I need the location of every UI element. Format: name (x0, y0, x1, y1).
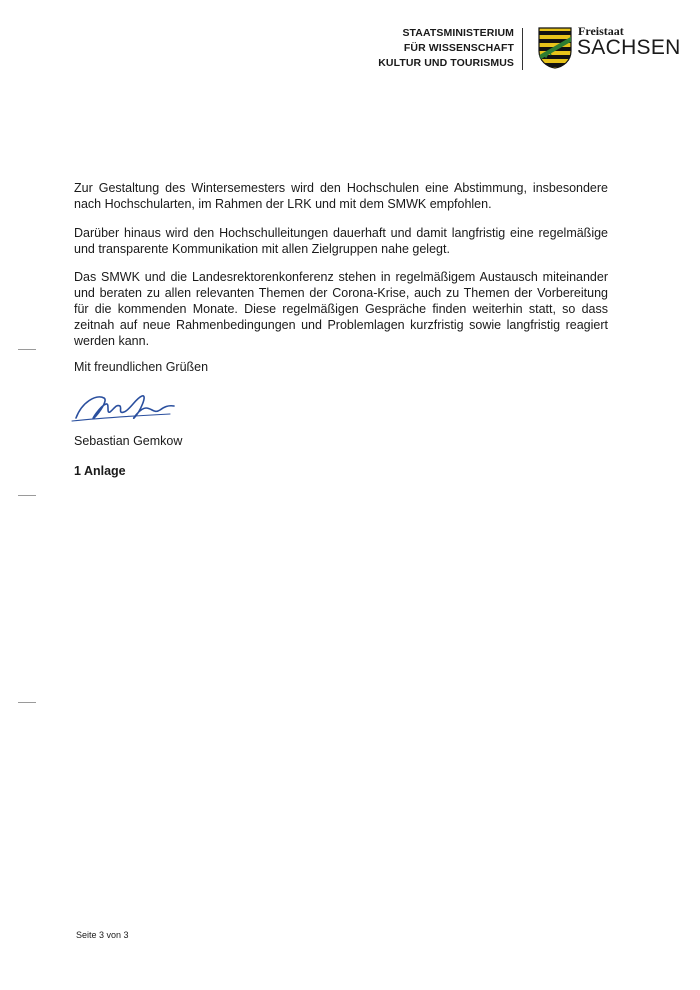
fold-mark (18, 702, 36, 703)
ministry-line-1: STAATSMINISTERIUM (402, 27, 514, 39)
letterhead-divider (522, 28, 523, 70)
attachment-note: 1 Anlage (74, 464, 126, 478)
ministry-line-3: KULTUR UND TOURISMUS (378, 57, 514, 69)
ministry-name (378, 26, 514, 71)
body-paragraph-1: Zur Gestaltung des Wintersemesters wird den Hochschulen eine Abstimmung, insbesondere nach Hochschularten, im Rahmen der LRK und mit dem SMWK empfohlen. (74, 181, 608, 211)
saxony-coat-of-arms-icon (538, 27, 572, 69)
handwritten-signature-icon (70, 388, 180, 430)
body-paragraph-2: Darüber hinaus wird den Hochschulleitungen dauerhaft und damit langfristig eine regelmäßige und transparente Kommunikation mit allen Zielgruppen nahe gelegt. (74, 226, 608, 256)
fold-mark (18, 349, 36, 350)
state-label-small: Freistaat (578, 24, 624, 38)
page-number: Seite 3 von 3 (76, 930, 129, 940)
closing-salutation: Mit freundlichen Grüßen (74, 360, 209, 374)
fold-mark (18, 495, 36, 496)
signer-name: Sebastian Gemkow (74, 434, 183, 448)
state-label-big: SACHSEN (577, 36, 681, 59)
ministry-line-2: FÜR WISSENSCHAFT (403, 42, 514, 54)
body-paragraph-3: Das SMWK und die Landesrektorenkonferenz stehen in regelmäßigem Austausch miteinander und beraten zu allen relevanten Themen der Corona-Krise, auch zu Themen der Vorbereitung für die kommenden Monate. Diese regelmäßigen Gespräche finden weiterhin statt, so dass zeitnah auf neue Rahmenbedingungen und Problemlagen kurzfristig sowie langfristig reagiert werden kann. (74, 270, 608, 348)
